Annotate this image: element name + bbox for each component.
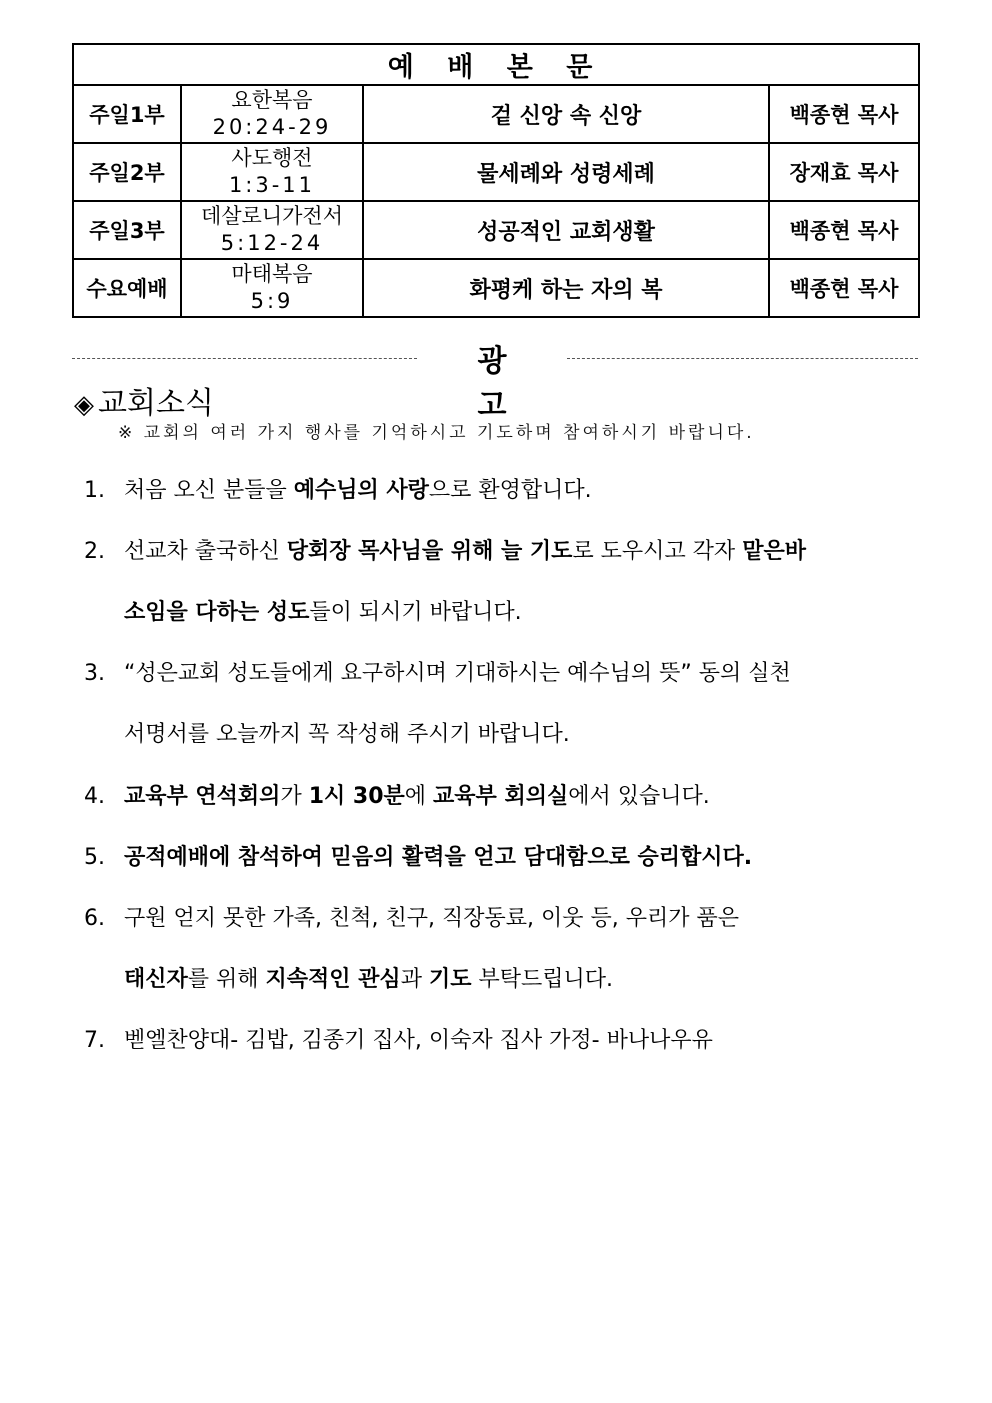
sermon-title: 화평케 하는 자의 복 (363, 259, 769, 317)
scripture (181, 259, 363, 317)
item-emphasis: 공적예배에 참석하여 믿음의 활력을 얻고 담대함으로 승리합시다. (124, 845, 753, 870)
scripture-ref: 5:12-24 (220, 231, 324, 255)
item-text: 부탁드립니다. (471, 967, 613, 992)
item-emphasis: 교육부 회의실 (433, 784, 569, 809)
item-number: 7. (84, 1028, 105, 1053)
announcement-item (84, 840, 752, 871)
item-number: 6. (84, 906, 105, 931)
item-text: 으로 환영합니다. (428, 478, 592, 503)
sermon-title: 물세례와 성령세례 (363, 143, 769, 201)
announcement-item (84, 1023, 713, 1054)
worship-table (72, 43, 920, 318)
service-name: 수요예배 (73, 259, 181, 317)
item-emphasis: 1시 30분 (308, 784, 405, 809)
item-emphasis: 맡은바 (742, 539, 806, 564)
scripture-book: 데살로니가전서 (200, 204, 343, 228)
item-text: 를 위해 (187, 967, 266, 992)
announcement-item-continued (124, 962, 613, 993)
section-note: ※ 교회의 여러 가지 행사를 기억하시고 기도하며 참여하시기 바랍니다. (118, 423, 755, 443)
worship-title: 예 배 본 문 (73, 44, 919, 85)
announcements-title: 광 고 (477, 344, 533, 423)
worship-row (73, 143, 919, 201)
sermon-title: 성공적인 교회생활 (363, 201, 769, 259)
scripture-book: 요한복음 (231, 88, 313, 112)
scripture (181, 143, 363, 201)
announcement-item-continued: 서명서를 오늘까지 꼭 작성해 주시기 바랍니다. (124, 722, 570, 747)
item-emphasis: 기도 (428, 967, 472, 992)
scripture-ref: 1:3-11 (228, 173, 316, 197)
sermon-title: 겉 신앙 속 신앙 (363, 85, 769, 143)
preacher: 백종현 목사 (769, 85, 919, 143)
divider (567, 358, 918, 359)
item-emphasis: 소임을 다하는 성도 (124, 600, 310, 625)
scripture (181, 85, 363, 143)
item-number: 3. (84, 661, 105, 686)
item-text: 구원 얻지 못한 가족, 친척, 친구, 직장동료, 이웃 등, 우리가 품은 (124, 906, 739, 931)
service-name: 주일1부 (73, 85, 181, 143)
preacher: 장재효 목사 (769, 143, 919, 201)
item-emphasis: 당회장 목사님을 위해 늘 기도 (286, 539, 573, 564)
scripture-book: 마태복음 (231, 262, 313, 286)
item-text: 선교차 출국하신 (124, 539, 287, 564)
section-title-text: 교회소식 (98, 386, 214, 421)
announcement-item (84, 656, 791, 687)
item-number: 2. (84, 539, 105, 564)
item-emphasis: 태신자 (124, 967, 188, 992)
announcement-item (84, 534, 806, 565)
item-number: 4. (84, 784, 105, 809)
service-name: 주일2부 (73, 143, 181, 201)
item-text: 과 (400, 967, 429, 992)
scripture-book: 사도행전 (231, 146, 313, 170)
announcement-item (84, 473, 592, 504)
preacher: 백종현 목사 (769, 201, 919, 259)
worship-row (73, 259, 919, 317)
announcement-item (84, 779, 710, 810)
item-text: 처음 오신 분들을 (124, 478, 294, 503)
section-title (74, 378, 214, 422)
item-number: 1. (84, 478, 105, 503)
divider (72, 358, 417, 359)
item-text: 가 (280, 784, 309, 809)
item-text: 벧엘찬양대- 김밥, 김종기 집사, 이숙자 집사 가정- 바나나우유 (124, 1028, 713, 1053)
item-text: 에 (404, 784, 434, 809)
item-text: “성은교회 성도들에게 요구하시며 기대하시는 예수님의 뜻” 동의 실천 (124, 661, 791, 686)
item-text: 에서 있습니다. (568, 784, 710, 809)
announcement-item-continued (124, 595, 522, 626)
scripture (181, 201, 363, 259)
worship-row (73, 85, 919, 143)
scripture-ref: 5:9 (250, 289, 294, 313)
scripture-ref: 20:24-29 (212, 115, 332, 139)
preacher: 백종현 목사 (769, 259, 919, 317)
item-emphasis: 예수님의 사랑 (293, 478, 429, 503)
item-emphasis: 교육부 연석회의 (124, 784, 281, 809)
item-text: 들이 되시기 바랍니다. (309, 600, 522, 625)
service-name: 주일3부 (73, 201, 181, 259)
item-emphasis: 지속적인 관심 (265, 967, 401, 992)
item-number: 5. (84, 845, 105, 870)
worship-row (73, 201, 919, 259)
diamond-icon: ◈ (74, 390, 94, 420)
announcement-item (84, 901, 739, 932)
item-text: 로 도우시고 각자 (572, 539, 743, 564)
